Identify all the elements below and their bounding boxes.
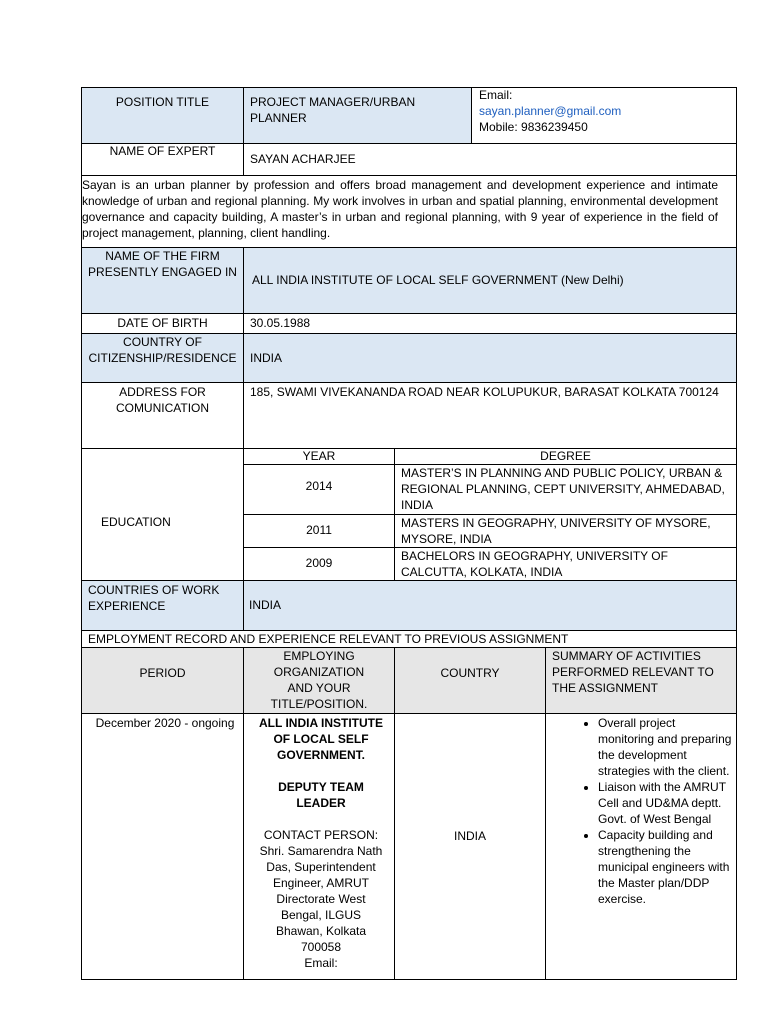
employment-header-organization: EMPLOYING ORGANIZATION AND YOUR TITLE/POSITION. (270, 649, 368, 711)
employment-position: DEPUTY TEAM LEADER (278, 780, 364, 810)
email-link[interactable]: sayan.planner@gmail.com (479, 104, 622, 118)
employment-header-country: COUNTRY (440, 666, 500, 680)
education-year: 2014 (305, 479, 333, 493)
activity-item: • Liaison with the AMRUT Cell and UD&MA deptt. Govt. of West Bengal (598, 779, 732, 827)
position-title-label: POSITION TITLE (115, 95, 210, 109)
address-value: 185, SWAMI VIVEKANANDA ROAD NEAR KOLUPUKUR, BARASAT KOLKATA 700124 (250, 385, 719, 399)
address-label: ADDRESS FOR COMUNICATION (115, 385, 210, 415)
activity-item: • Overall project monitoring and preparing the development strategies with the client. (598, 715, 732, 779)
education-label: EDUCATION (101, 515, 171, 529)
education-year: 2009 (305, 556, 333, 570)
work-countries-label: COUNTRIES OF WORK EXPERIENCE (88, 583, 220, 613)
employment-activities (546, 715, 732, 907)
firm-value: ALL INDIA INSTITUTE OF LOCAL SELF GOVERNMENT (New Delhi) (252, 273, 624, 287)
email-label: Email: (479, 88, 513, 102)
name-label: NAME OF EXPERT (109, 144, 216, 158)
employment-period: December 2020 - ongoing (95, 716, 235, 730)
education-degree: MASTERS IN GEOGRAPHY, UNIVERSITY OF MYSORE, MYSORE, INDIA (401, 516, 711, 546)
education-degree: BACHELORS IN GEOGRAPHY, UNIVERSITY OF CALCUTTA, KOLKATA, INDIA (401, 549, 668, 579)
profile-summary: Sayan is an urban planner by profession and offers broad management and development experience and intimate knowledge of urban and regional planning. My work involves in urban and spatial planning, environmental development governance and capacity building, A master’s in urban and regional planning, with 9 year of experience in the field of project management, planning, client handling. (82, 178, 718, 240)
activity-item: • Capacity building and strengthening the municipal engineers with the Master plan/DDP exercise. (598, 827, 732, 907)
education-degree-header: DEGREE (540, 449, 591, 463)
mobile-number: Mobile: 9836239450 (479, 120, 588, 134)
work-countries-value: INDIA (249, 598, 282, 612)
employment-organization-block (256, 715, 386, 971)
employment-contact: CONTACT PERSON: Shri. Samarendra Nath Das, Superintendent Engineer, AMRUT Directorate West Bengal, ILGUS Bhawan, Kolkata 700058 (259, 828, 383, 954)
education-year: 2011 (306, 523, 332, 537)
employment-organization: ALL INDIA INSTITUTE OF LOCAL SELF GOVERNMENT. (259, 716, 383, 762)
dob-label: DATE OF BIRTH (117, 316, 208, 330)
employment-country: INDIA (453, 829, 486, 843)
dob-value: 30.05.1988 (250, 316, 311, 330)
education-degree: MASTER’S IN PLANNING AND PUBLIC POLICY, URBAN & REGIONAL PLANNING, CEPT UNIVERSITY, AHMEDABAD, INDIA (401, 466, 725, 512)
name-value: SAYAN ACHARJEE (250, 152, 356, 166)
citizenship-label: COUNTRY OF CITIZENSHIP/RESIDENCE (88, 335, 237, 365)
position-title-value: PROJECT MANAGER/URBAN PLANNER (250, 95, 416, 125)
citizenship-value: INDIA (250, 351, 283, 365)
firm-label: NAME OF THE FIRM PRESENTLY ENGAGED IN (88, 249, 237, 279)
education-year-header: YEAR (302, 449, 336, 463)
employment-header-summary: SUMMARY OF ACTIVITIES PERFORMED RELEVANT TO THE ASSIGNMENT (552, 649, 714, 695)
employment-section-title: EMPLOYMENT RECORD AND EXPERIENCE RELEVANT TO PREVIOUS ASSIGNMENT (88, 632, 569, 646)
contact-info (479, 87, 735, 135)
employment-header-period: PERIOD (139, 666, 186, 680)
employment-contact-email-label: Email: (304, 956, 338, 970)
